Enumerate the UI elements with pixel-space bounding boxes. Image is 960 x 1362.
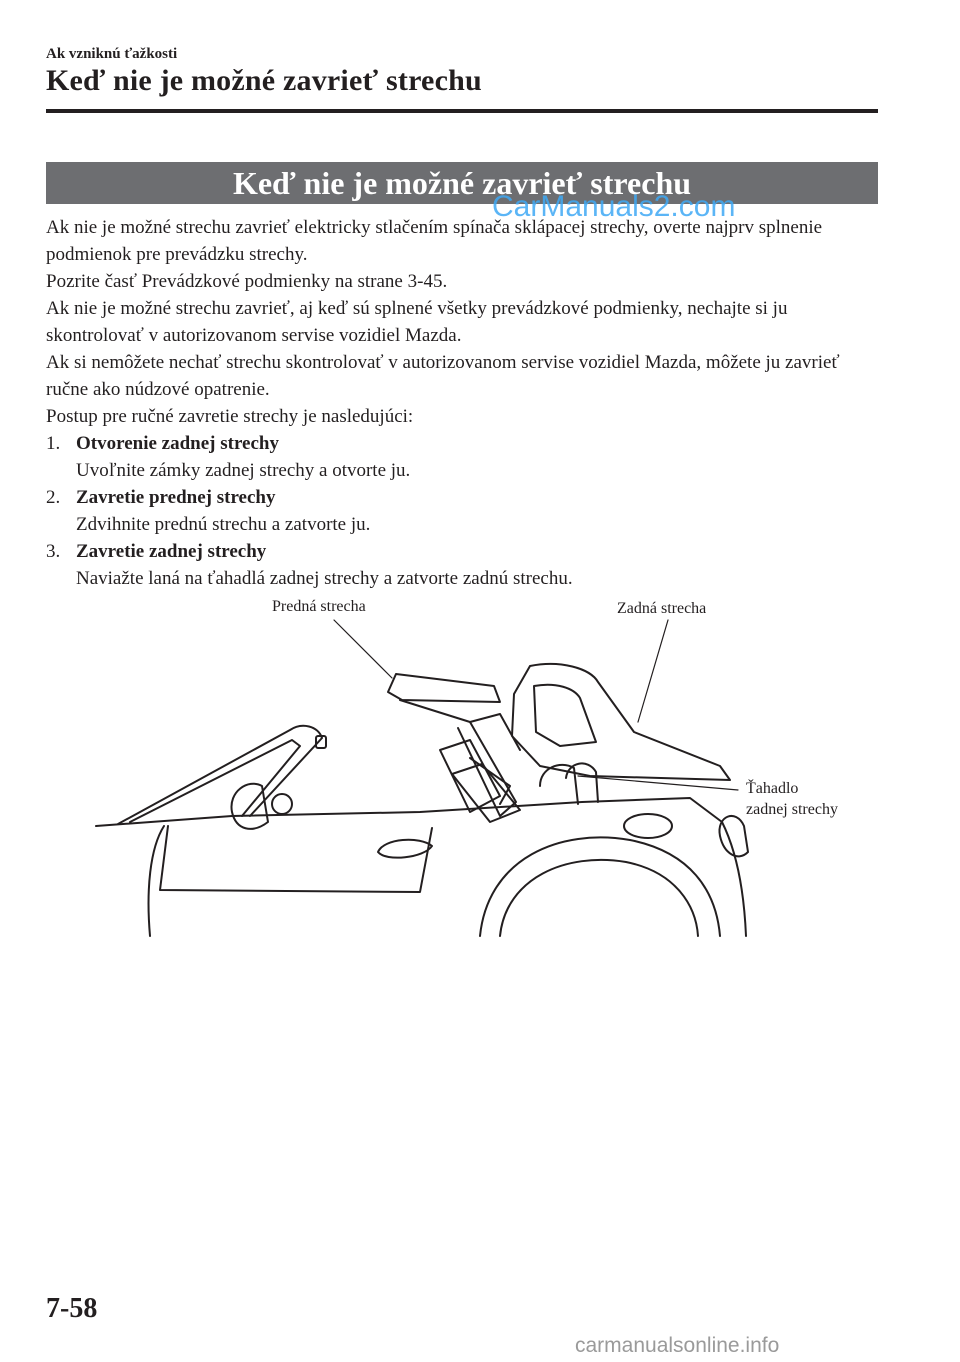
label-pull-handle-line2: zadnej strechy: [746, 801, 838, 818]
step-description: Zdvihnite prednú strechu a zatvorte ju.: [76, 514, 371, 535]
car-illustration: [0, 590, 960, 950]
paragraph-intro: Ak nie je možné strechu zavrieť elektricky stlačením spínača sklápacej strechy, overte najprv splnenie podmienok pre prevádzku strechy.: [46, 217, 823, 265]
section-title: Keď nie je možné zavrieť strechu: [232, 164, 692, 201]
page-title: Keď nie je možné zavrieť strechu: [46, 64, 482, 97]
page-number: 7-58: [46, 1293, 98, 1324]
step-number: 2.: [46, 487, 61, 508]
section-title-bar: [46, 162, 878, 204]
paragraph-procedure: Postup pre ručné zavretie strechy je nasledujúci:: [46, 406, 414, 427]
body-text: [46, 214, 886, 592]
step-title: Otvorenie zadnej strechy: [76, 433, 279, 454]
paragraph-service: Ak nie je možné strechu zavrieť, aj keď sú splnené všetky prevádzkové podmienky, nechajte si ju skontrolovať v autorizovanom servise vozidiel Mazda.: [46, 298, 788, 346]
label-front-roof: Predná strecha: [272, 598, 366, 615]
step-item: [46, 538, 886, 592]
label-rear-roof: Zadná strecha: [617, 600, 707, 617]
paragraph-reference: Pozrite časť Prevádzkové podmienky na strane 3-45.: [46, 271, 448, 292]
step-description: Uvoľnite zámky zadnej strechy a otvorte ju.: [76, 460, 411, 481]
step-title: Zavretie zadnej strechy: [76, 541, 267, 562]
step-number: 3.: [46, 541, 61, 562]
step-number: 1.: [46, 433, 61, 454]
label-pull-handle-line1: Ťahadlo: [746, 780, 799, 797]
step-title: Zavretie prednej strechy: [76, 487, 276, 508]
footer-watermark: carmanualsonline.info: [575, 1334, 780, 1357]
chapter-heading: Ak vzniknú ťažkosti: [46, 46, 178, 62]
step-description: Naviažte laná na ťahadlá zadnej strechy a zatvorte zadnú strechu.: [76, 568, 573, 589]
step-item: [46, 484, 886, 538]
title-divider: [46, 109, 878, 113]
label-pull-handle: [746, 778, 838, 820]
watermark-overlay: CarManuals2.com: [492, 190, 736, 223]
paragraph-emergency: Ak si nemôžete nechať strechu skontrolovať v autorizovanom servise vozidiel Mazda, môžete ju zavrieť ručne ako núdzové opatrenie.: [46, 352, 840, 400]
step-item: [46, 430, 886, 484]
roof-diagram: [0, 590, 960, 950]
